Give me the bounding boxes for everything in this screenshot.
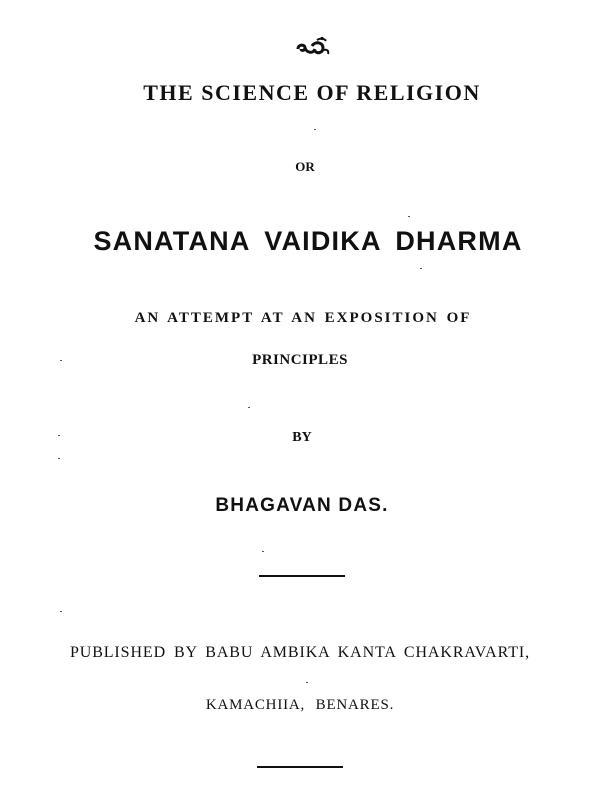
series-title: THE SCIENCE OF RELIGION — [143, 80, 481, 105]
scan-speck — [60, 360, 62, 361]
location-line: KAMACHIIA, BENARES. — [205, 697, 395, 713]
subtitle-line-2: PRINCIPLES — [252, 352, 348, 368]
scan-speck — [58, 458, 60, 459]
scan-speck — [58, 435, 60, 436]
scan-speck — [248, 407, 250, 408]
scan-speck — [408, 216, 410, 217]
scan-speck — [314, 129, 316, 130]
conjunction-or: OR — [295, 159, 315, 174]
scan-speck — [60, 611, 62, 612]
scan-speck — [420, 268, 422, 269]
publisher-line: PUBLISHED BY BABU AMBIKA KANTA CHAKRAVARTI, — [69, 644, 531, 661]
scan-speck — [306, 682, 308, 683]
bottom-rule — [257, 766, 343, 768]
author-name: BHAGAVAN DAS. — [215, 495, 389, 516]
main-title: SANATANA VAIDIKA DHARMA — [93, 226, 523, 256]
divider-rule — [259, 575, 345, 577]
scan-speck — [262, 551, 264, 552]
subtitle-line-1: AN ATTEMPT AT AN EXPOSITION OF — [134, 310, 472, 326]
by-label: BY — [292, 430, 312, 445]
om-symbol-icon — [295, 36, 331, 60]
